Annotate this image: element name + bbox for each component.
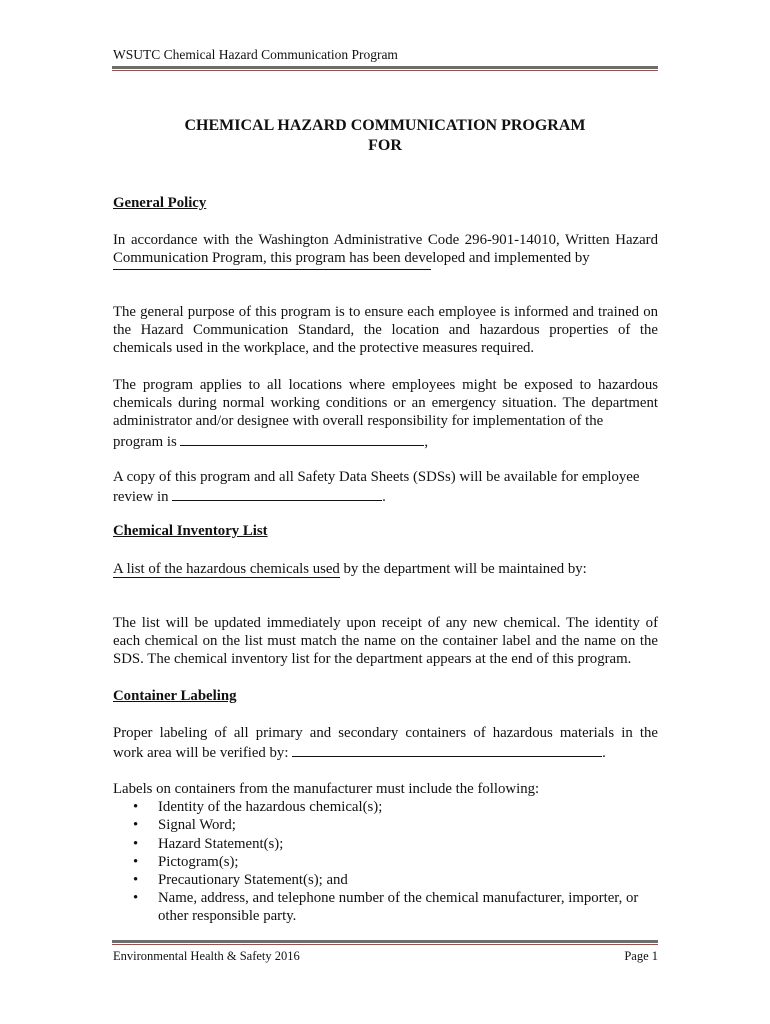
general-policy-p4-end: . <box>382 489 386 506</box>
general-policy-p4-tail: review in <box>113 489 169 506</box>
inventory-paragraph-2: The list will be updated immediately upon receipt of any new chemical. The identity of each chemical on the list must match the name on the container label and the name on the SDS. The chemical inventory list for the department appears at the end of this program. <box>113 615 658 668</box>
labeling-paragraph-1 <box>113 724 658 762</box>
list-item: • Signal Word; <box>133 817 236 834</box>
general-policy-paragraph-2: The general purpose of this program is to ensure each employee is informed and trained on the Hazard Communication Standard, the location and hazardous properties of the chemicals used in the workplace, and the protective measures required. <box>113 304 658 357</box>
inventory-maintainer-field[interactable] <box>113 576 658 578</box>
label-verifier-field[interactable] <box>292 742 602 757</box>
labeling-heading: Container Labeling <box>113 688 237 704</box>
bullet-icon: • <box>133 872 139 889</box>
document-title <box>112 116 658 156</box>
general-policy-paragraph-4 <box>113 468 658 506</box>
general-policy-p3-tail: program is <box>113 433 177 450</box>
general-policy-paragraph-1 <box>113 231 658 267</box>
bullet-icon: • <box>133 817 139 834</box>
labeling-intro: Labels on containers from the manufacturer must include the following: <box>113 781 540 797</box>
labeling-p1-end: . <box>602 745 606 762</box>
general-policy-p1-line2: Communication Program, this program has been developed and implemented by <box>113 250 590 267</box>
title-line-2: FOR <box>368 137 402 154</box>
implemented-by-field[interactable] <box>113 268 658 270</box>
labeling-requirements <box>113 780 658 926</box>
general-policy-p3-text: The program applies to all locations where employees might be exposed to hazardous chemicals during normal working conditions or an emergency situation. The department administrator and/or designee with overall responsibility for implementation of the <box>113 377 658 430</box>
title-line-1: CHEMICAL HAZARD COMMUNICATION PROGRAM <box>184 117 586 134</box>
bullet-icon: • <box>133 835 139 852</box>
inventory-paragraph-1: A list of the hazardous chemicals used by the department will be maintained by: <box>113 561 587 577</box>
general-policy-paragraph-3 <box>113 376 658 451</box>
page-header: WSUTC Chemical Hazard Communication Program <box>113 47 398 62</box>
general-policy-heading: General Policy <box>113 195 207 211</box>
header-rule <box>112 66 658 71</box>
list-item: • Hazard Statement(s); <box>133 835 284 852</box>
bullet-icon: • <box>133 853 139 870</box>
list-item: • Identity of the hazardous chemical(s); <box>133 799 383 816</box>
sds-location-field[interactable] <box>172 486 382 501</box>
footer-rule <box>112 940 658 945</box>
labeling-p1-line1: Proper labeling of all primary and secondary containers of hazardous materials in the <box>113 725 658 741</box>
footer-organization: Environmental Health & Safety 2016 <box>113 949 300 963</box>
bullet-icon: • <box>133 799 139 816</box>
list-item: • Precautionary Statement(s); and <box>133 872 348 889</box>
page-number: Page 1 <box>624 949 658 963</box>
bullet-icon: • <box>133 890 139 907</box>
label-requirements-list <box>113 798 658 925</box>
inventory-heading: Chemical Inventory List <box>113 523 268 539</box>
general-policy-p4-text: A copy of this program and all Safety Data Sheets (SDSs) will be available for employee <box>113 469 640 485</box>
general-policy-p3-end: , <box>424 433 429 450</box>
general-policy-p1-line1: In accordance with the Washington Administrative Code 296-901-14010, Written Hazard <box>113 232 658 248</box>
labeling-p1-tail: work area will be verified by: <box>113 745 289 762</box>
list-item: • Pictogram(s); <box>133 853 239 870</box>
responsible-person-field[interactable] <box>180 431 424 446</box>
list-item: • Name, address, and telephone number of the chemical manufacturer, importer, or other responsible party. <box>133 890 639 925</box>
